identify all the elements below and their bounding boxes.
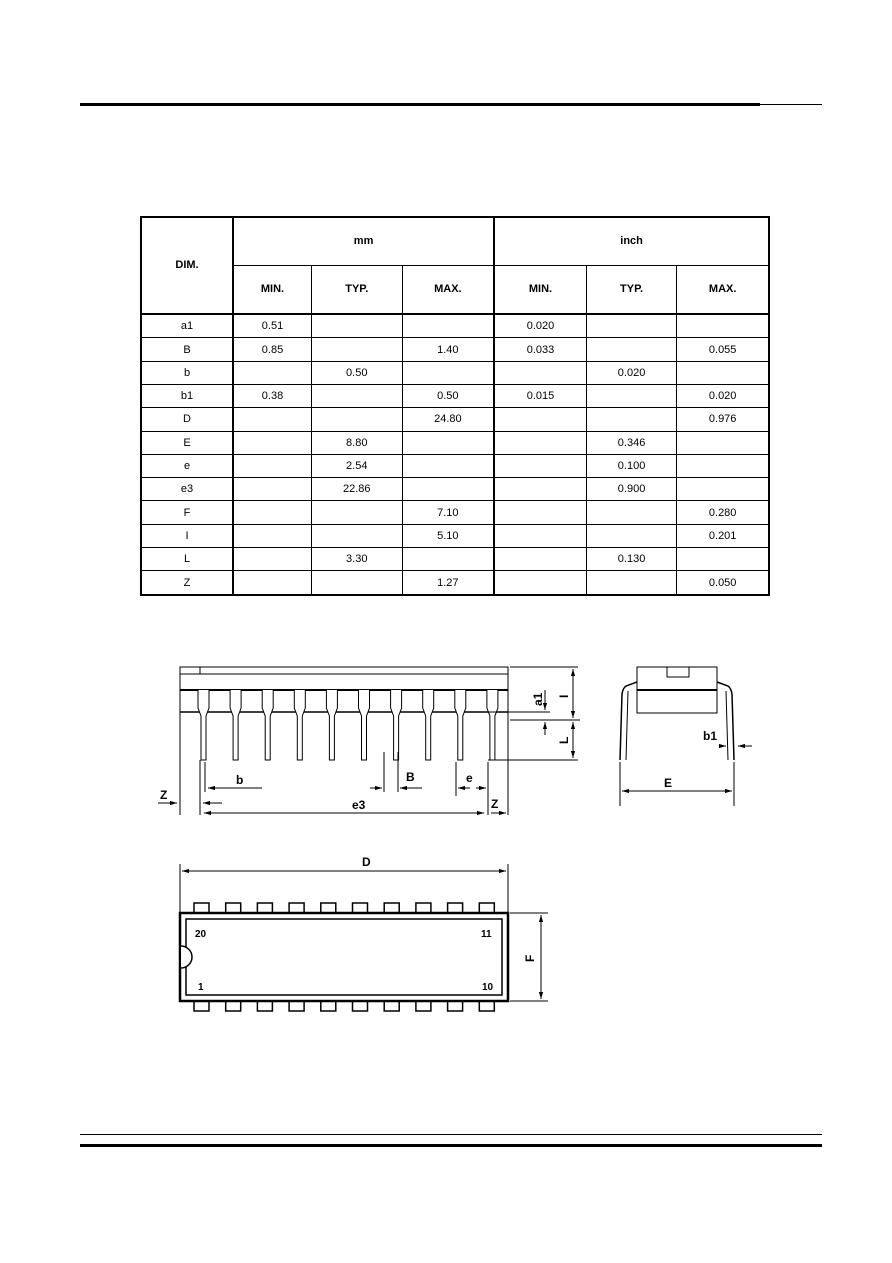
col-header: MAX. (402, 265, 494, 313)
value-cell: 0.055 (677, 338, 769, 361)
top-pin-upper (257, 903, 272, 913)
dim-cell: L (141, 547, 233, 570)
top-pin-upper (194, 903, 209, 913)
label-e: e (466, 771, 473, 785)
value-cell: 8.80 (311, 431, 402, 454)
top-pin-lower (479, 1001, 494, 1011)
label-B: B (406, 770, 415, 784)
label-E: E (664, 776, 673, 790)
value-cell: 0.020 (586, 361, 677, 384)
label-b: b (236, 773, 244, 787)
dim-cell: B (141, 338, 233, 361)
top-pin-upper (321, 903, 336, 913)
dim-cell: b1 (141, 384, 233, 407)
label-e3: e3 (352, 798, 366, 812)
side-pin (326, 690, 337, 760)
top-pin-lower (226, 1001, 241, 1011)
value-cell: 0.38 (233, 384, 311, 407)
label-D: D (362, 855, 371, 869)
dim-cell: I (141, 524, 233, 547)
dim-cell: E (141, 431, 233, 454)
side-pin (423, 690, 434, 760)
pin-label-10: 10 (482, 982, 494, 993)
top-pin-lower (448, 1001, 463, 1011)
side-pin (294, 690, 305, 760)
value-cell: 0.50 (311, 361, 402, 384)
value-cell: 24.80 (402, 408, 494, 431)
unit-mm-header: mm (233, 217, 494, 265)
top-pin-upper (479, 903, 494, 913)
value-cell: 1.40 (402, 338, 494, 361)
top-pin-lower (384, 1001, 399, 1011)
unit-inch-header: inch (494, 217, 769, 265)
pin-label-11: 11 (481, 929, 492, 940)
col-header: MIN. (494, 265, 586, 313)
value-cell: 0.100 (586, 454, 677, 477)
value-cell: 0.130 (586, 547, 677, 570)
top-pin-upper (384, 903, 399, 913)
dim-header: DIM. (141, 217, 233, 314)
top-pin-lower (257, 1001, 272, 1011)
value-cell: 22.86 (311, 478, 402, 501)
label-F: F (523, 954, 537, 962)
top-pin-upper (448, 903, 463, 913)
dim-cell: a1 (141, 314, 233, 338)
dim-cell: e (141, 454, 233, 477)
end-view (620, 667, 752, 806)
value-cell: 0.020 (677, 384, 769, 407)
value-cell: 0.900 (586, 478, 677, 501)
value-cell: 1.27 (402, 571, 494, 595)
side-pin (487, 690, 498, 760)
side-pin (198, 690, 209, 760)
pin-label-20: 20 (195, 929, 207, 940)
label-a1: a1 (531, 692, 545, 706)
pin-label-1: 1 (198, 982, 204, 993)
dim-cell: b (141, 361, 233, 384)
value-cell: 0.280 (677, 501, 769, 524)
dim-cell: e3 (141, 478, 233, 501)
side-pin (455, 690, 466, 760)
side-view (158, 667, 580, 815)
label-L: L (557, 736, 571, 744)
value-cell: 0.015 (494, 384, 586, 407)
top-pin-upper (416, 903, 431, 913)
col-header: MIN. (233, 265, 311, 313)
side-pin (391, 690, 402, 760)
col-header: MAX. (677, 265, 769, 313)
top-pin-lower (416, 1001, 431, 1011)
label-z-left: Z (160, 788, 168, 802)
value-cell: 0.976 (677, 408, 769, 431)
top-pin-upper (353, 903, 368, 913)
col-header: TYP. (586, 265, 677, 313)
value-cell: 7.10 (402, 501, 494, 524)
side-pins (198, 690, 498, 760)
top-pin-lower (321, 1001, 336, 1011)
footer-rule (80, 1144, 822, 1147)
label-I: I (557, 694, 571, 698)
value-cell: 5.10 (402, 524, 494, 547)
side-pin (359, 690, 370, 760)
value-cell: 0.50 (402, 384, 494, 407)
dim-cell: F (141, 501, 233, 524)
top-body (180, 913, 508, 1001)
top-pin-upper (226, 903, 241, 913)
value-cell: 2.54 (311, 454, 402, 477)
footer-rule-thin (80, 1134, 822, 1135)
value-cell: 0.020 (494, 314, 586, 338)
label-b1: b1 (703, 729, 718, 743)
top-pin-lower (289, 1001, 304, 1011)
label-z-right: Z (491, 797, 499, 811)
side-pin (230, 690, 241, 760)
dim-cell: Z (141, 571, 233, 595)
value-cell: 0.85 (233, 338, 311, 361)
value-cell: 0.201 (677, 524, 769, 547)
side-pin (262, 690, 273, 760)
value-cell: 0.050 (677, 571, 769, 595)
top-pin-upper (289, 903, 304, 913)
value-cell: 0.51 (233, 314, 311, 338)
value-cell: 3.30 (311, 547, 402, 570)
value-cell: 0.033 (494, 338, 586, 361)
top-pin-lower (194, 1001, 209, 1011)
dim-cell: D (141, 408, 233, 431)
top-pin-lower (353, 1001, 368, 1011)
value-cell: 0.346 (586, 431, 677, 454)
col-header: TYP. (311, 265, 402, 313)
